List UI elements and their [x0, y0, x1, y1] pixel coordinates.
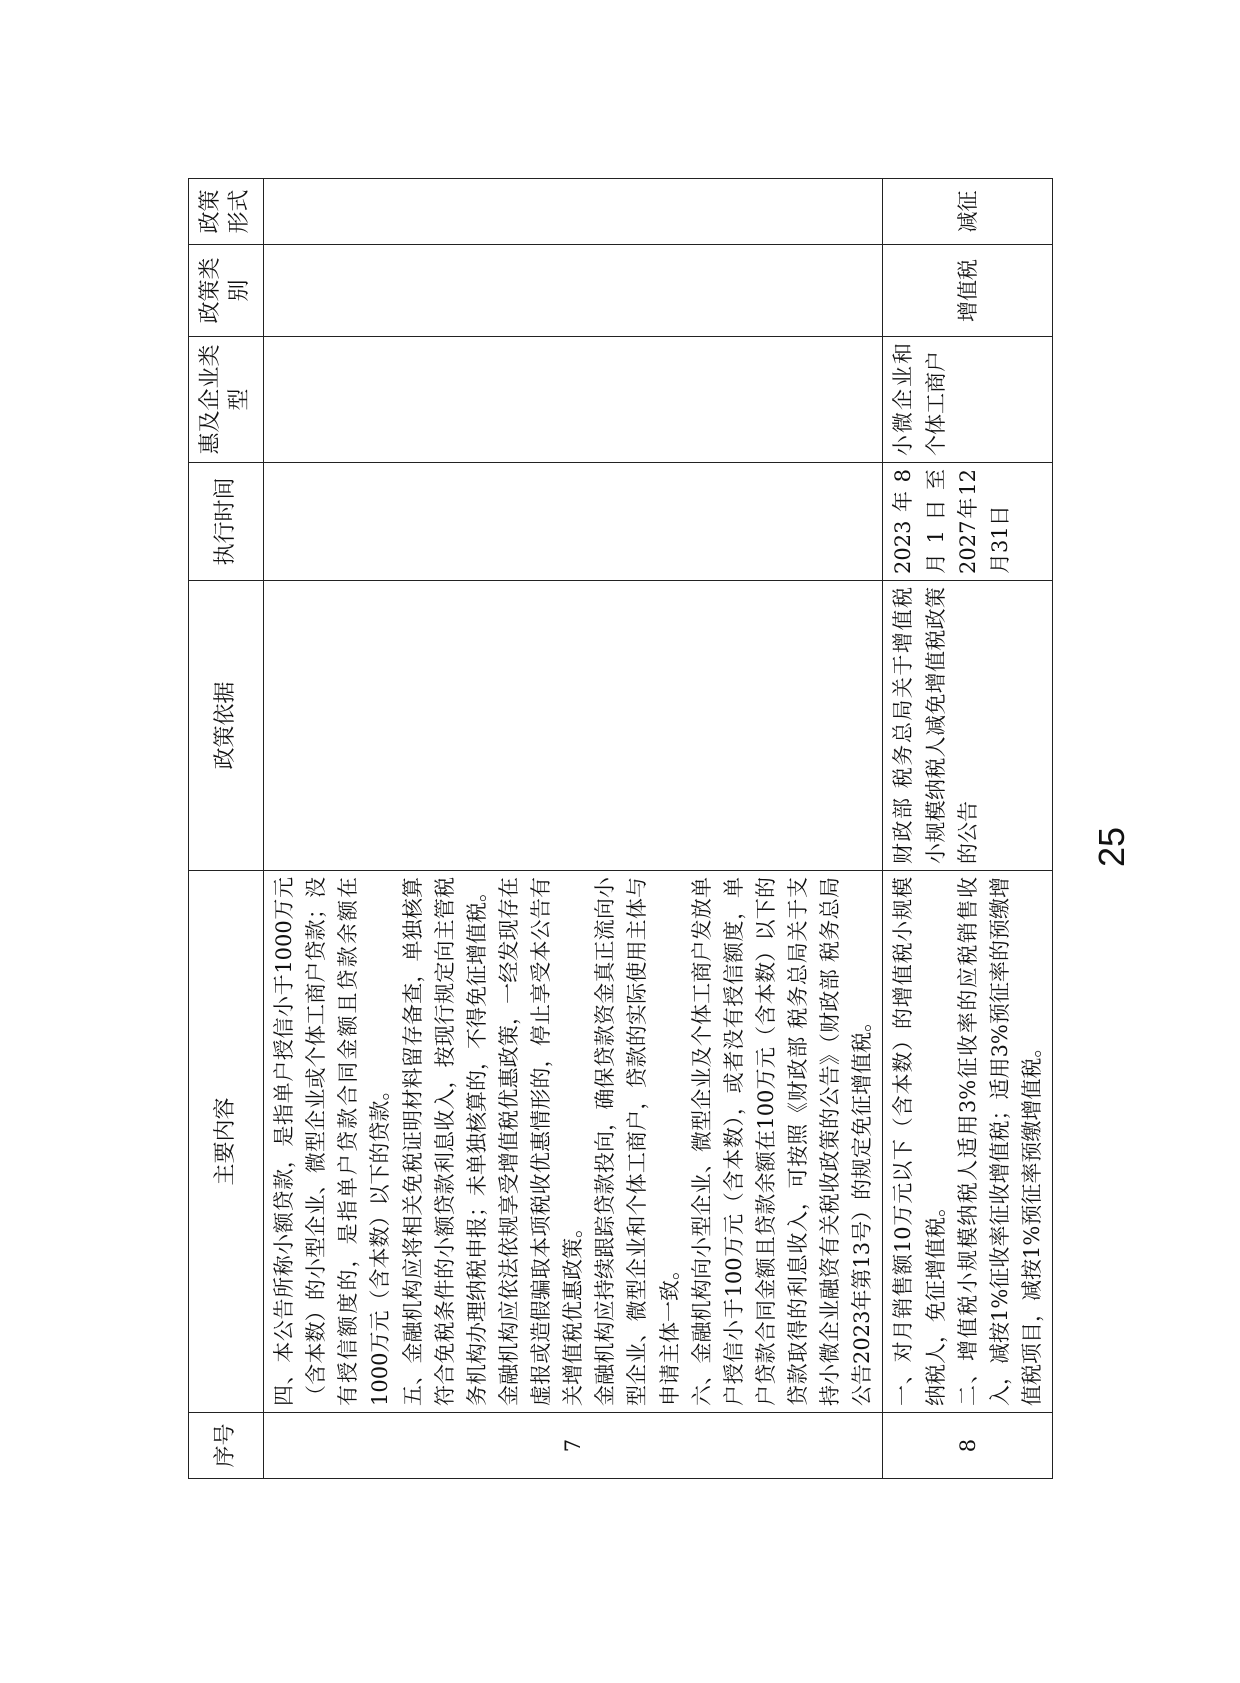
header-basis: 政策依据 [189, 581, 264, 871]
header-content: 主要内容 [189, 871, 264, 1413]
policy-table-rotated [188, 179, 1044, 1479]
row-8-seq: 8 [883, 1413, 1053, 1479]
row-7-paragraph: 六、金融机构向小型企业、微型企业及个体工商户发放单户授信小于100万元（含本数），或者没有授信额度，单户贷款合同金额且贷款余额在100万元（含本数）以下的贷款取得的利息收入，可按照《财政部 税务总局关于支持小微企业融资有关税收政策的公告》（财政部 税务总局公告2023年第13号）的规定免征增值税。 [689, 877, 875, 1406]
row-8-paragraph: 一、对月销售额10万元以下（含本数）的增值税小规模纳税人，免征增值税。 [891, 877, 948, 1406]
header-beneficiary: 惠及企业类型 [189, 337, 264, 463]
row-7-seq: 7 [264, 1413, 883, 1479]
row-7-paragraph: 金融机构应依法依规享受增值税优惠政策，一经发现存在虚报或造假骗取本项税收优惠情形的，停止享受本公告有关增值税优惠政策。 [496, 877, 586, 1406]
table-header-row [189, 179, 264, 1479]
row-8-paragraph: 二、增值税小规模纳税人适用3%征收率的应税销售收入，减按1%征收率征收增值税；适用3%预征率的预缴增值税项目，减按1%预征率预缴增值税。 [955, 877, 1044, 1406]
row-8-period: 2023年8月1日至2027年12月31日 [883, 463, 1053, 581]
row-7-period [264, 463, 883, 581]
row-7-paragraph: 五、金融机构应将相关免税证明材料留存备查，单独核算符合免税条件的小额贷款利息收入，按现行规定向主管税务机构办理纳税申报；未单独核算的，不得免征增值税。 [400, 877, 489, 1406]
row-7-content [264, 871, 883, 1413]
row-8-beneficiary: 小微企业和个体工商户 [883, 337, 1053, 463]
page-number: 25 [1091, 826, 1132, 868]
policy-table [188, 178, 1053, 1479]
row-7-basis [264, 581, 883, 871]
row-8-category: 增值税 [883, 245, 1053, 337]
row-8-basis: 财政部 税务总局关于增值税小规模纳税人减免增值税政策的公告 [883, 581, 1053, 871]
header-form: 政策形式 [189, 179, 264, 245]
row-8-content [883, 871, 1053, 1413]
row-7-paragraph: 四、本公告所称小额贷款，是指单户授信小于1000万元（含本数）的小型企业、微型企业或个体工商户贷款；没有授信额度的，是指单户贷款合同金额且贷款余额在1000万元（含本数）以下的贷款。 [272, 877, 393, 1406]
row-7-form [264, 179, 883, 245]
row-7-beneficiary [264, 337, 883, 463]
table-row [883, 179, 1053, 1479]
header-category: 政策类别 [189, 245, 264, 337]
row-7-category [264, 245, 883, 337]
header-seq: 序号 [189, 1413, 264, 1479]
row-8-form: 减征 [883, 179, 1053, 245]
row-7-paragraph: 金融机构应持续跟踪贷款投向，确保贷款资金真正流向小型企业、微型企业和个体工商户，贷款的实际使用主体与申请主体一致。 [593, 877, 682, 1406]
table-row [264, 179, 883, 1479]
header-period: 执行时间 [189, 463, 264, 581]
